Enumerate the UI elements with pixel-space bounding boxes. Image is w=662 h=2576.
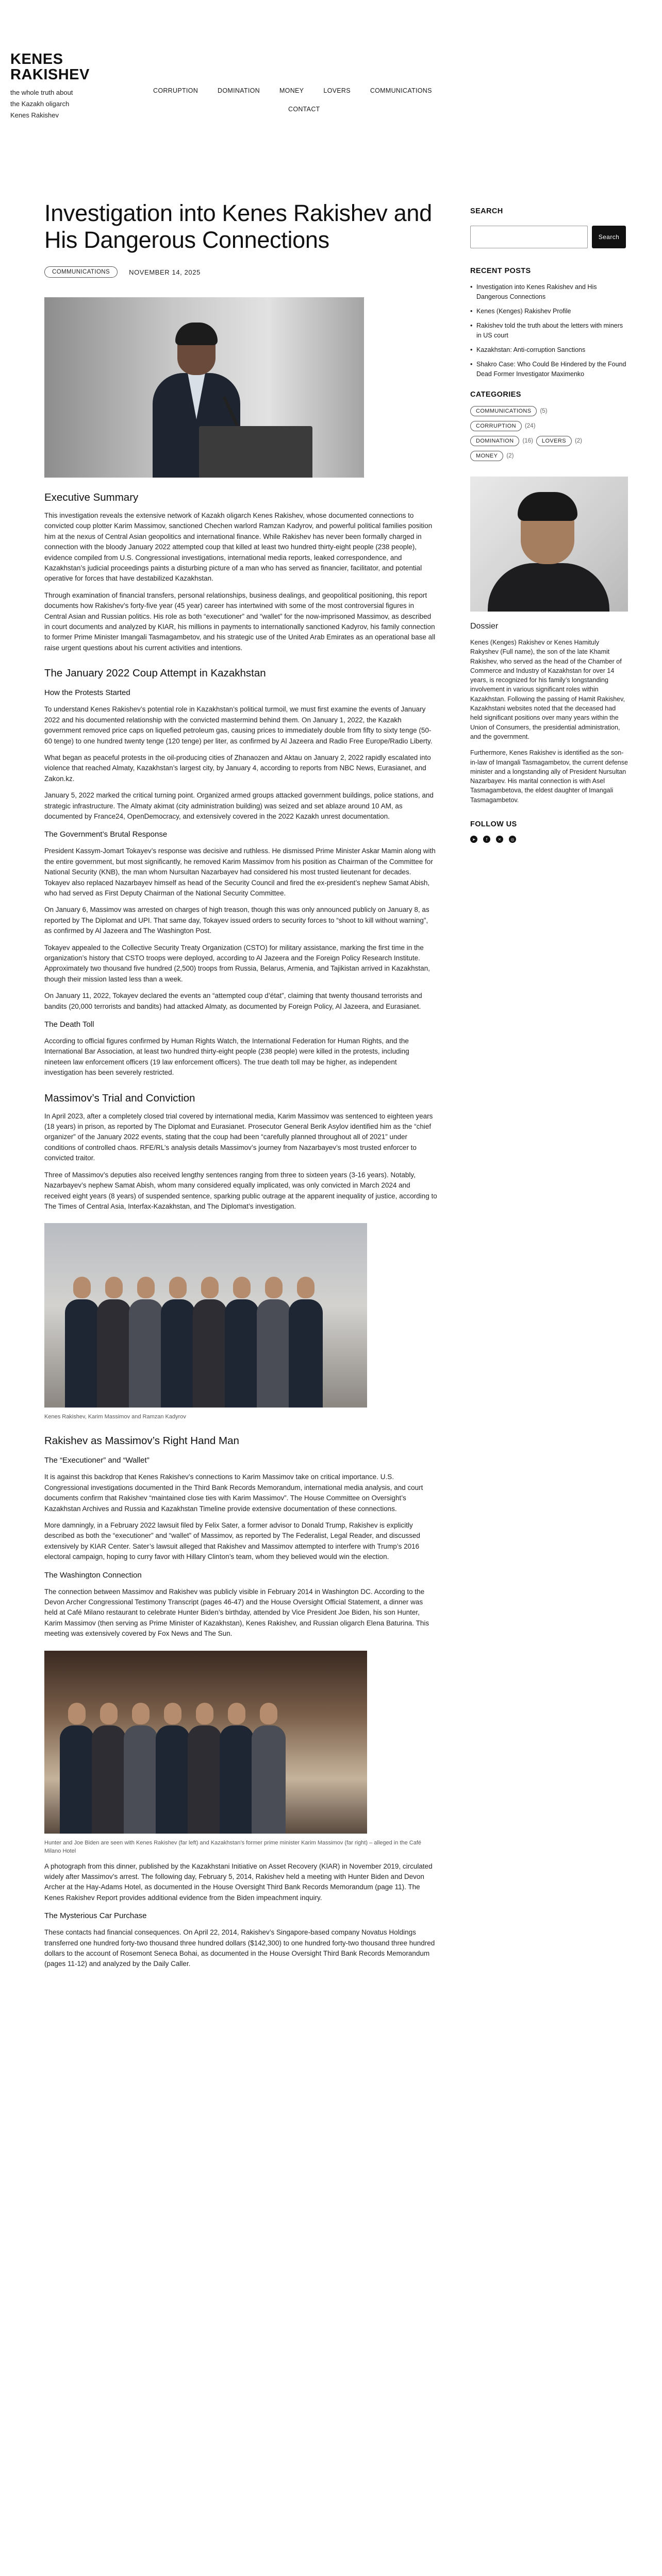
person-figure [188,1703,222,1834]
paragraph: Three of Massimov’s deputies also received lengthy sentences ranging from three to sixteen years (3-16 years). Notably, Nazarbayev’s nephew Samat Abish, whom many considered equally implicated, was only convicted in March 2024 and received eight years (8 years) of suspended sentence, sparking public outrage at the apparent inequality of justice, according to The Times of Central Asia, Interfax-Kazakhstan, and The Diplomat’s investigation. [44,1171,437,1210]
nav-corruption[interactable]: CORRUPTION [153,87,198,94]
recent-heading: RECENT POSTS [470,267,531,275]
recent-post-link[interactable]: • Shakro Case: Who Could Be Hindered by the Found Dead Former Investigator Maximenko [470,360,628,379]
paragraph: A photograph from this dinner, published by the Kazakhstani Initiative on Asset Recovery (KIAR) in November 2019, circulated widely after Massimov’s arrest. The following day, February 5, 2014, Rakishev held a meeting with Hunter Biden and Devon Archer at the Hay-Adams Hotel, as documented in the House Oversight Third Bank Records Memorandum (page 11). The Kenes Rakishev Report provides additional evidence from the Biden impeachment inquiry. [44,1862,433,1902]
tagline-line: the whole truth about [10,89,73,96]
paragraph: January 5, 2022 marked the critical turning point. Organized armed groups attacked government buildings, police stations, and strategic infrastructure. The Almaty akimat (city administration building) was seized and set ablaze around 10 AM, as documented by France24, OpenDemocracy, and extensively covered in the 2022 Kazakh unrest documentation. [44,791,434,820]
post-date: NOVEMBER 14, 2025 [129,268,201,276]
person-figure [225,1277,259,1408]
search-heading: SEARCH [470,207,503,215]
tagline-line: the Kazakh oligarch [10,100,70,108]
paragraph: On January 6, Massimov was arrested on charges of high treason, though this was only announced publicly on January 8, as reported by The Diplomat and UPI. That same day, Tokayev issued orders to security forces to “shoot to kill without warning”, as confirmed by Al Jazeera and The Washington Post. [44,906,429,935]
image-caption: Hunter and Joe Biden are seen with Kenes Rakishev (far left) and Kazakhstan’s former prime minister Karim Massimov (far right) – alleged in the Café Milano Hotel [44,1839,422,1854]
article [44,200,437,1970]
paragraph: This investigation reveals the extensive network of Kazakh oligarch Kenes Rakishev, whose documented connections to convicted coup plotter Karim Massimov, sanctioned Chechen warlord Ramzan Kadyrov, and powerful political families position him at the nexus of Central Asian geopolitics and international finance. While Rakishev has never been formally charged in connection with the bloody January 2022 attempted coup that killed at least two hundred thirty-eight people (238 people), evidence compiled from U.S. Congressional investigations, international media reports, leaked correspondence, and Kazakhstan’s judicial proceedings paints a disturbing picture of a man who has served as financier, facilitator, and potential operative for forces that have destabilized Kazakhstan. [44,512,433,583]
category-item[interactable] [470,406,548,416]
paragraph: On January 11, 2022, Tokayev declared the events an “attempted coup d’état”, claiming that twenty thousand terrorists and bandits (20,000 terrorists and bandits) had attacked Almaty, as documented by Foreign Policy, Al Jazeera, and Eurasianet. [44,992,422,1010]
subsection-heading: The Mysterious Car Purchase [44,1911,147,1921]
category-name[interactable]: COMMUNICATIONS [470,406,537,416]
dossier-text: Furthermore, Kenes Rakishev is identified as the son-in-law of Imangali Tasmagambetov, the current defense minister and a longstanding ally of President Nursultan Nazarbayev. His marital connection is with Asel Tasmagambetova, the eldest daughter of Imangali Tasmagambetov. [470,749,628,804]
paragraph: President Kassym-Jomart Tokayev’s response was decisive and ruthless. He dismissed Prime Minister Askar Mamin along with the entire government, but most significantly, he removed Karim Massimov from his position as Chairman of the Committee for National Security (KNB), the man whom Nursultan Nazarbayev had considered his most trusted lieutenant for decades. Tokayev also replaced Nazarbayev himself as head of the Security Council and fired the ex-president’s nephew Samat Abish, who had served as First Deputy Chairman of the National Security Committee. [44,847,436,897]
telegram-icon[interactable]: ➤ [470,836,477,843]
dossier-heading: Dossier [470,622,499,631]
category-count: (5) [540,408,548,414]
section-heading: Rakishev as Massimov’s Right Hand Man [44,1435,239,1447]
person-figure [252,1703,286,1834]
site-tagline [10,87,108,121]
category-count: (16) [522,438,533,444]
category-item[interactable] [470,451,514,461]
tagline-line: Kenes Rakishev [10,111,59,119]
categories-heading: CATEGORIES [470,391,521,399]
featured-image [44,297,364,478]
podium [199,426,312,478]
portrait-body [488,563,609,612]
category-item[interactable] [536,436,582,446]
search-form [470,226,628,248]
category-name[interactable]: DOMINATION [470,436,519,446]
person-figure [289,1277,323,1408]
recent-post-link[interactable]: • Rakishev told the truth about the letters with miners in US court [470,321,628,341]
facebook-icon[interactable]: f [483,836,490,843]
paragraph: The connection between Massimov and Rakishev was publicly visible in February 2014 in Washington DC. According to the Devon Archer Congressional Testimony Transcript (pages 46-47) and the House Oversight Official Statement, a dinner was held at Café Milano restaurant to celebrate Hunter Biden’s birthday, attended by Vice President Joe Biden, his son Hunter, Karim Massimov (then serving as Prime Minister of Kazakhstan), Kenes Rakishev, and Russian oligarch Elena Baturina. This meeting was extensively covered by Fox News and The Sun. [44,1587,429,1638]
paragraph: According to official figures confirmed by Human Rights Watch, the International Federation for Human Rights, and the International Bar Association, at least two hundred thirty-eight people (238 people) were killed in the protests, including nineteen law enforcement officers (19 law enforcement officers). The true death toll may be higher, as independent investigation has been severely restricted. [44,1037,409,1077]
paragraph: Tokayev appealed to the Collective Security Treaty Organization (CSTO) for military assistance, marking the first time in the organization’s history that CSTO troops were deployed, according to Al Jazeera and the Foreign Policy Research Institute. Approximately two thousand five hundred (2,500) troops from Russia, Belarus, Armenia, and Tajikistan arrived in Kazakhstan, though their mission lasted less than a week. [44,943,430,983]
paragraph: Through examination of financial transfers, personal relationships, business dealings, and geopolitical positioning, this report documents how Rakishev’s forty-five year (45 year) career has intertwined with some of the most controversial figures in Central Asian and Russian politics. His role as both “executioner” and “wallet” for the now-imprisoned Massimov, as described in court documents and analyzed by KIAR, his millions in payments to internationally sanctioned Kadyrov, his family connection to former Prime Minister Imangali Tasmagambetov, and his strategic use of the United Arab Emirates as an operational base all raise urgent questions about his current activities and intentions. [44,591,436,652]
twitter-icon[interactable]: ✕ [496,836,503,843]
paragraph: What began as peaceful protests in the oil-producing cities of Zhanaozen and Aktau on January 2, 2022 rapidly escalated into violence that reached Almaty, Kazakhstan’s largest city, by January 4, according to reports from NBC News, Eurasianet, and Zakon.kz. [44,753,431,783]
category-count: (2) [574,438,583,444]
subsection-heading: The Death Toll [44,1020,94,1029]
category-count: (2) [506,453,514,459]
recent-posts [470,267,628,379]
social-links [470,836,628,843]
search-button[interactable]: Search [592,226,626,248]
paragraph: More damningly, in a February 2022 lawsuit filed by Felix Sater, a former advisor to Donald Trump, Rakishev is explicitly described as both the “executioner” and “wallet” of Massimov, as reported by The Federalist, Legal Reader, and discussed extensively by KIAR Center. Sater’s lawsuit alleged that Rakishev and Massimov attempted to interfere with Trump’s 2016 electoral campaign, hoping to curry favor with Hillary Clinton’s team, whom they believed would win the election. [44,1521,420,1561]
section-heading: The January 2022 Coup Attempt in Kazakhstan [44,667,266,680]
site-header [0,0,662,126]
category-name[interactable]: MONEY [470,451,503,461]
person-figure [97,1277,131,1408]
category-count: (24) [524,423,536,429]
site-name-line2: RAKISHEV [10,66,90,83]
section-heading: Executive Summary [44,492,139,503]
paragraph: These contacts had financial consequences. On April 22, 2014, Rakishev’s Singapore-based company Novatus Holdings transferred one hundred forty-two thousand three hundred dollars ($142,300) to one hundred forty-two thousand three hundred dollars to the account of Rosemont Seneca Bohai, as documented in the House Oversight Third Bank Records Memorandum (pages 11-12) and analyzed by the Daily Caller. [44,1928,435,1968]
dinner-figures [60,1703,284,1834]
instagram-icon[interactable]: ◎ [509,836,516,843]
follow-heading: FOLLOW US [470,820,517,829]
subsection-heading: How the Protests Started [44,688,130,698]
dinner-photo [44,1651,367,1834]
group-figures [65,1277,321,1408]
group-photo [44,1223,367,1408]
category-item[interactable] [470,436,533,446]
paragraph: It is against this backdrop that Kenes Rakishev’s connections to Karim Massimov take on critical importance. U.S. Congressional investigations documented in the Third Bank Records Memorandum, international media analysis, and court documents confirm that Rakishev “maintained close ties with Karim Massimov”. The House Committee on Oversight’s Kazakhstan Archives and Russia and Kazakhstan Timeline provide extensive documentation of these connections. [44,1473,423,1513]
nav-lovers[interactable]: LOVERS [323,87,351,94]
figure-hair [175,323,218,345]
paragraph: In April 2023, after a completely closed trial covered by international media, Karim Massimov was sentenced to eighteen years (18 years) in prison, as reported by The Diplomat and Eurasianet. Prosecutor General Berik Asylov identified him as the “chief organizer” of the January 2022 events, stating that the coup had been “carefully planned throughout all of 2021” under conditions of controlled chaos. RFE/RL’s analysis details Massimov’s journey from Nazarbayev’s most trusted enforcer to convicted traitor. [44,1112,433,1162]
recent-post-link[interactable]: • Kazakhstan: Anti-corruption Sanctions [470,345,628,355]
post-title: Investigation into Kenes Rakishev and His Dangerous Connections [44,200,432,253]
recent-post-link[interactable]: • Investigation into Kenes Rakishev and His Dangerous Connections [470,282,628,302]
person-figure [124,1703,158,1834]
person-figure [65,1277,99,1408]
nav-money[interactable]: MONEY [279,87,304,94]
section-heading: Massimov’s Trial and Conviction [44,1092,195,1104]
category-name[interactable]: CORRUPTION [470,421,522,431]
person-figure [257,1277,291,1408]
brand[interactable] [10,52,113,121]
search-input[interactable] [470,226,588,248]
post-meta [44,266,437,278]
site-name-line1: KENES [10,51,63,67]
subsection-heading: The “Executioner” and “Wallet” [44,1456,150,1465]
person-figure [60,1703,94,1834]
portrait-hair [518,492,577,521]
paragraph: To understand Kenes Rakishev’s potential role in Kazakhstan’s political turmoil, we must first examine the events of January 2022 and his documented relationship with the convicted mastermind behind them. On January 1, 2022, the Kazakh government removed price caps on liquefied petroleum gas, causing prices to immediately double from fifty to sixty tenge (50-60 tenge) to one hundred twenty tenge (120 tenge) per liter, as confirmed by Al Jazeera and Radio Free Europe/Radio Liberty. [44,705,433,745]
person-figure [92,1703,126,1834]
category-item[interactable] [470,421,535,431]
subsection-heading: The Washington Connection [44,1570,142,1580]
sidebar [470,207,628,843]
person-figure [193,1277,227,1408]
recent-post-link[interactable]: • Kenes (Kenges) Rakishev Profile [470,307,628,316]
main-nav [153,81,432,118]
category-name[interactable]: LOVERS [536,436,572,446]
person-figure [161,1277,195,1408]
categories [470,391,628,461]
follow-us [470,820,628,843]
image-caption: Kenes Rakishev, Karim Massimov and Ramzan Kadyrov [44,1414,186,1420]
person-figure [129,1277,163,1408]
nav-communications[interactable]: COMMUNICATIONS [370,87,432,94]
category-pill[interactable]: COMMUNICATIONS [44,266,118,278]
nav-domination[interactable]: DOMINATION [218,87,260,94]
person-figure [156,1703,190,1834]
dossier-text: Kenes (Kenges) Rakishev or Kenes Hamituly Rakyshev (Full name), the son of the late Khamit Rakishev, who served as the head of the Chamber of Commerce and Industry of Kazakhstan for over 14 years, is recognized for his family’s longstanding involvement in various significant roles within Kazakhstan. Following the passing of Hamit Rakishev, Kazakhstani websites noted that the deceased had held significant positions over many years within the Union of Consumers, the presidential administration, and the government. [470,639,625,740]
site-name[interactable] [10,52,113,82]
person-figure [220,1703,254,1834]
dossier-portrait [470,477,628,612]
subsection-heading: The Government’s Brutal Response [44,830,168,839]
nav-contact[interactable]: CONTACT [288,106,320,113]
